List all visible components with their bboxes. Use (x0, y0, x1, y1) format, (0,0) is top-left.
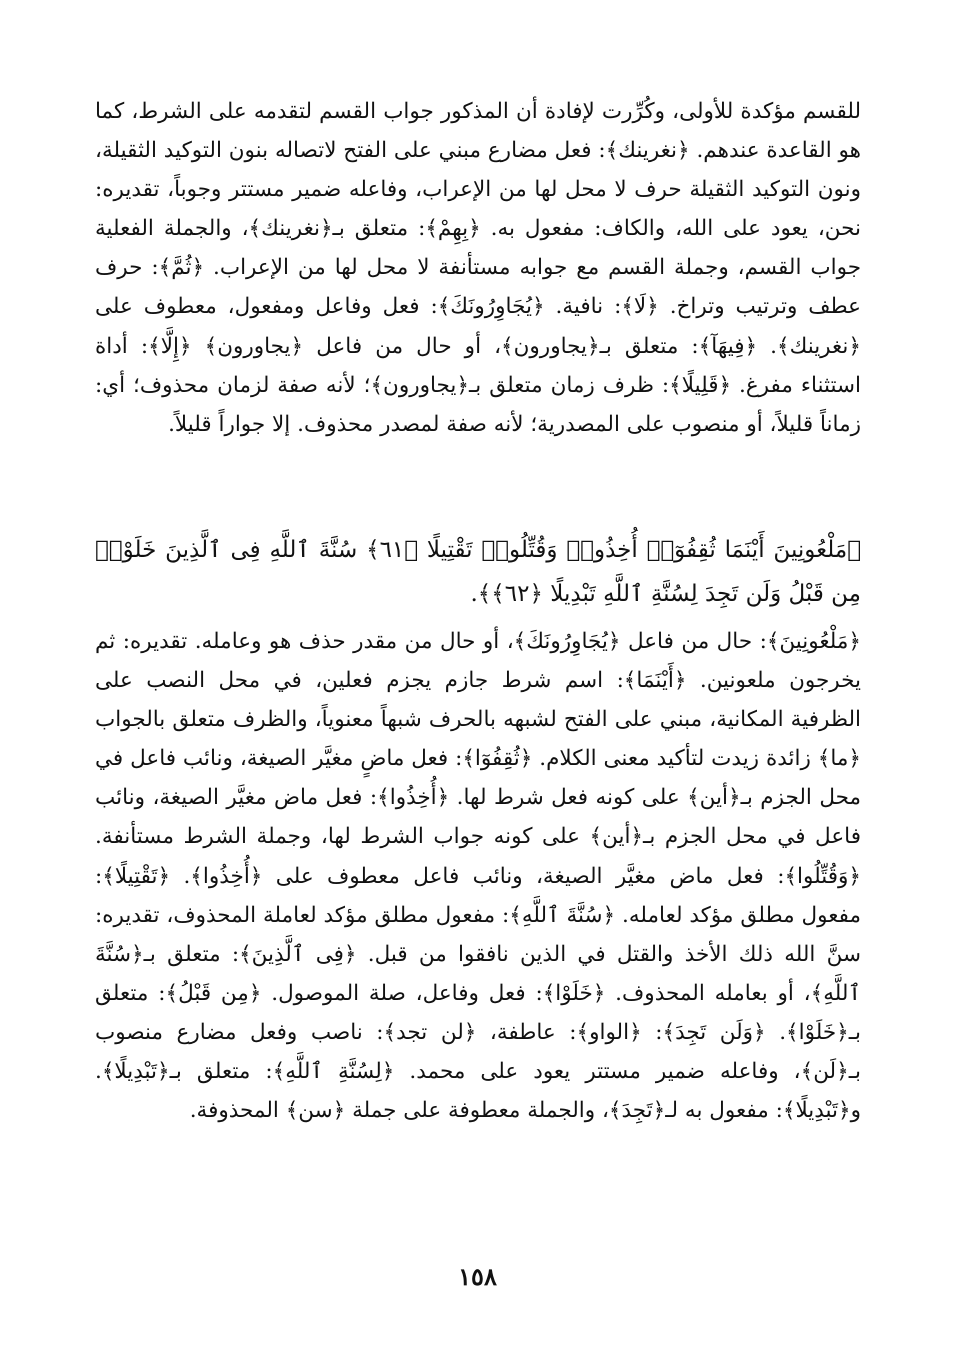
paragraph-grammar-analysis-1 (95, 92, 861, 444)
paragraph-grammar-analysis-2 (95, 622, 861, 1130)
page-number: ١٥٨ (458, 1262, 497, 1291)
quran-verse (95, 528, 861, 616)
paragraph-text: للقسم مؤكدة للأولى، وكُرِّرت لإفادة أن المذكور جواب القسم لتقدمه على الشرط، كما هو القاعدة عندهم. ﴿نغرينك﴾: فعل مضارع مبني على الفتح لاتصاله بنون التوكيد الثقيلة، ونون التوكيد الثقيلة حرف لا محل لها من الإعراب، وفاعله ضمير مستتر وجوباً، تقديره: نحن، يعود على الله، والكاف: مفعول به. ﴿بِهِمْ﴾: متعلق بـ﴿نغرينك﴾، والجملة الفعلية جواب القسم، وجملة القسم مع جوابه مستأنفة لا محل لها من الإعراب. ﴿ثُمَّ﴾: حرف عطف وترتيب وتراخ. ﴿لَا﴾: نافية. ﴿يُجَاوِرُونَكَ﴾: فعل وفاعل ومفعول، معطوف على ﴿نغرينك﴾. ﴿فِيهَآ﴾: متعلق بـ﴿يجاورون﴾، أو حال من فاعل ﴿يجاورون﴾ ﴿إِلَّا﴾: أداة استثناء مفرغ. ﴿قَلِيلًا﴾: ظرف زمان متعلق بـ﴿يجاورون﴾؛ لأنه صفة لزمان محذوف؛ أي: زماناً قليلاً، أو منصوب على المصدرية؛ لأنه صفة لمصدر محذوف. إلا جواراً قليلاً. (95, 99, 861, 437)
paragraph-text: ﴿مَلْعُونِينَ﴾: حال من فاعل ﴿يُجَاوِرُونَكَ﴾، أو حال من مقدر حذف هو وعامله. تقديره: ثم يخرجون ملعونين. ﴿أَيْنَمَا﴾: اسم شرط جازم يجزم فعلين، في محل النصب على الظرفية المكانية، مبني على الفتح لشبهه بالحرف شبهاً معنوياً، والظرف متعلق بالجواب ﴿ما﴾ زائدة زيدت لتأكيد معنى الكلام. ﴿ثُقِفُوٓا﴾: فعل ماضٍ مغيَّر الصيغة، ونائب فاعل في محل الجزم بـ﴿أين﴾ على كونه فعل شرط لها. ﴿أُخِذُوا﴾: فعل ماض مغيَّر الصيغة، ونائب فاعل في محل الجزم بـ﴿أين﴾ على كونه جواب الشرط لها، وجملة الشرط مستأنفة. ﴿وَقُتِّلُوا﴾: فعل ماض مغيَّر الصيغة، ونائب فاعل معطوف على ﴿أُخِذُوا﴾. ﴿تَقْتِيلًا﴾: مفعول مطلق مؤكد لعامله. ﴿سُنَّةَ ٱللَّهِ﴾: مفعول مطلق مؤكد لعاملة المحذوف، تقديره: سنَّ الله ذلك الأخذ والقتل في الذين نافقوا من قبل. ﴿فِى ٱلَّذِينَ﴾: متعلق بـ﴿سُنَّةَ ٱللَّهِ﴾، أو بعامله المحذوف. ﴿خَلَوْا﴾: فعل وفاعل، صلة الموصول. ﴿مِن قَبْلُ﴾: متعلق بـ﴿خَلَوْا﴾. ﴿وَلَن تَجِدَ﴾: ﴿الواو﴾: عاطفة، ﴿لن تجد﴾: ناصب وفعل مضارع منصوب بـ﴿لَن﴾، وفاعله ضمير مستتر يعود على محمد. ﴿لِسُنَّةِ ٱللَّهِ﴾: متعلق بـ﴿تَبْدِيلًا﴾. و﴿تَبْدِيلًا﴾: مفعول به لـ﴿تَجِدَ﴾، والجملة معطوفة على جملة ﴿سن﴾ المحذوفة. (95, 629, 861, 1124)
verse-text: ﴿مَلْعُونِينَ أَيْنَمَا ثُقِفُوٓا۟ أُخِذُوا۟ وَقُتِّلُوا۟ تَقْتِيلًا ﴿٦١﴾ سُنَّةَ ٱللَّهِ فِى ٱلَّذِينَ خَلَوْا۟ مِن قَبْلُ وَلَن تَجِدَ لِسُنَّةِ ٱللَّهِ تَبْدِيلًا ﴿٦٢﴾﴾. (95, 537, 861, 607)
